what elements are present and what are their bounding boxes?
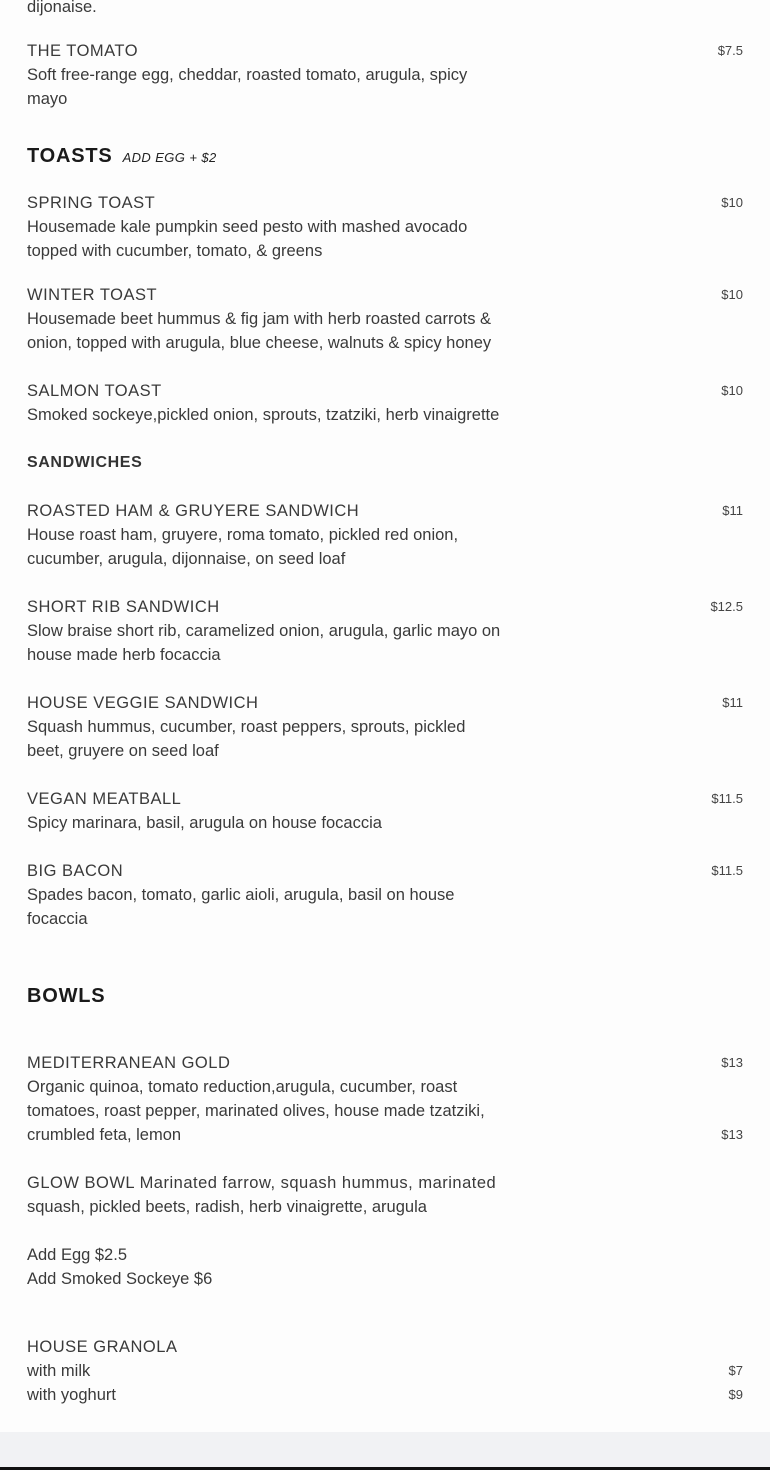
item-description: Squash hummus, cucumber, roast peppers, sprouts, pickled [27,718,466,736]
page-footer-band [0,1432,770,1468]
item-price: $11 [722,695,743,710]
item-price: $13 [721,1127,743,1142]
item-description: Soft free-range egg, cheddar, roasted tomato, arugula, spicy [27,66,468,84]
item-price: $10 [721,195,743,210]
addon-sockeye: Add Smoked Sockeye $6 [27,1270,213,1288]
addon-egg: Add Egg $2.5 [27,1246,127,1264]
item-description: GLOW BOWL Marinated farrow, squash hummus, marinated [27,1174,497,1192]
item-description: house made herb focaccia [27,646,221,664]
item-price: $11.5 [711,863,743,878]
item-description: topped with cucumber, tomato, & greens [27,242,323,260]
item-description: Slow braise short rib, caramelized onion, arugula, garlic mayo on [27,622,501,640]
item-price: $10 [721,287,743,302]
item-description: Housemade kale pumpkin seed pesto with mashed avocado [27,218,468,236]
section-heading-toasts [27,145,217,168]
item-name: SPRING TOAST [27,194,156,212]
item-description: tomatoes, roast pepper, marinated olives, house made tzatziki, [27,1102,485,1120]
item-price: $11 [722,503,743,518]
item-description: Spicy marinara, basil, arugula on house focaccia [27,814,382,832]
item-price: $13 [721,1055,743,1070]
item-description: Smoked sockeye,pickled onion, sprouts, tzatziki, herb vinaigrette [27,406,500,424]
item-price: $11.5 [711,791,743,806]
section-note: ADD EGG + $2 [122,150,217,165]
item-name: SALMON TOAST [27,382,162,400]
item-name: HOUSE GRANOLA [27,1338,178,1356]
item-price: $7 [728,1363,743,1378]
item-description: focaccia [27,910,88,928]
item-name: SHORT RIB SANDWICH [27,598,220,616]
section-heading-bowls: BOWLS [27,985,106,1007]
partial-description: dijonaise. [27,0,97,16]
item-name: HOUSE VEGGIE SANDWICH [27,694,259,712]
item-description: Organic quinoa, tomato reduction,arugula, cucumber, roast [27,1078,458,1096]
item-name: VEGAN MEATBALL [27,790,182,808]
item-name: ROASTED HAM & GRUYERE SANDWICH [27,502,360,520]
item-description: cucumber, arugula, dijonnaise, on seed loaf [27,550,346,568]
item-price: $7.5 [717,43,743,58]
item-description: Spades bacon, tomato, garlic aioli, arugula, basil on house [27,886,455,904]
item-description: mayo [27,90,68,108]
item-price: $10 [721,383,743,398]
item-price: $12.5 [710,599,743,614]
item-name: MEDITERRANEAN GOLD [27,1054,231,1072]
item-description: onion, topped with arugula, blue cheese, walnuts & spicy honey [27,334,492,352]
item-description: crumbled feta, lemon [27,1126,182,1144]
item-description: House roast ham, gruyere, roma tomato, pickled red onion, [27,526,459,544]
item-option: with milk [27,1362,91,1380]
item-description: Housemade beet hummus & fig jam with herb roasted carrots & [27,310,492,328]
item-description: squash, pickled beets, radish, herb vinaigrette, arugula [27,1198,427,1216]
item-name: THE TOMATO [27,42,139,60]
item-name: WINTER TOAST [27,286,158,304]
item-price: $9 [728,1387,743,1402]
item-name: BIG BACON [27,862,124,880]
section-title: TOASTS [27,145,113,167]
item-description: beet, gruyere on seed loaf [27,742,219,760]
item-option: with yoghurt [27,1386,116,1404]
section-heading-sandwiches: SANDWICHES [27,454,143,471]
